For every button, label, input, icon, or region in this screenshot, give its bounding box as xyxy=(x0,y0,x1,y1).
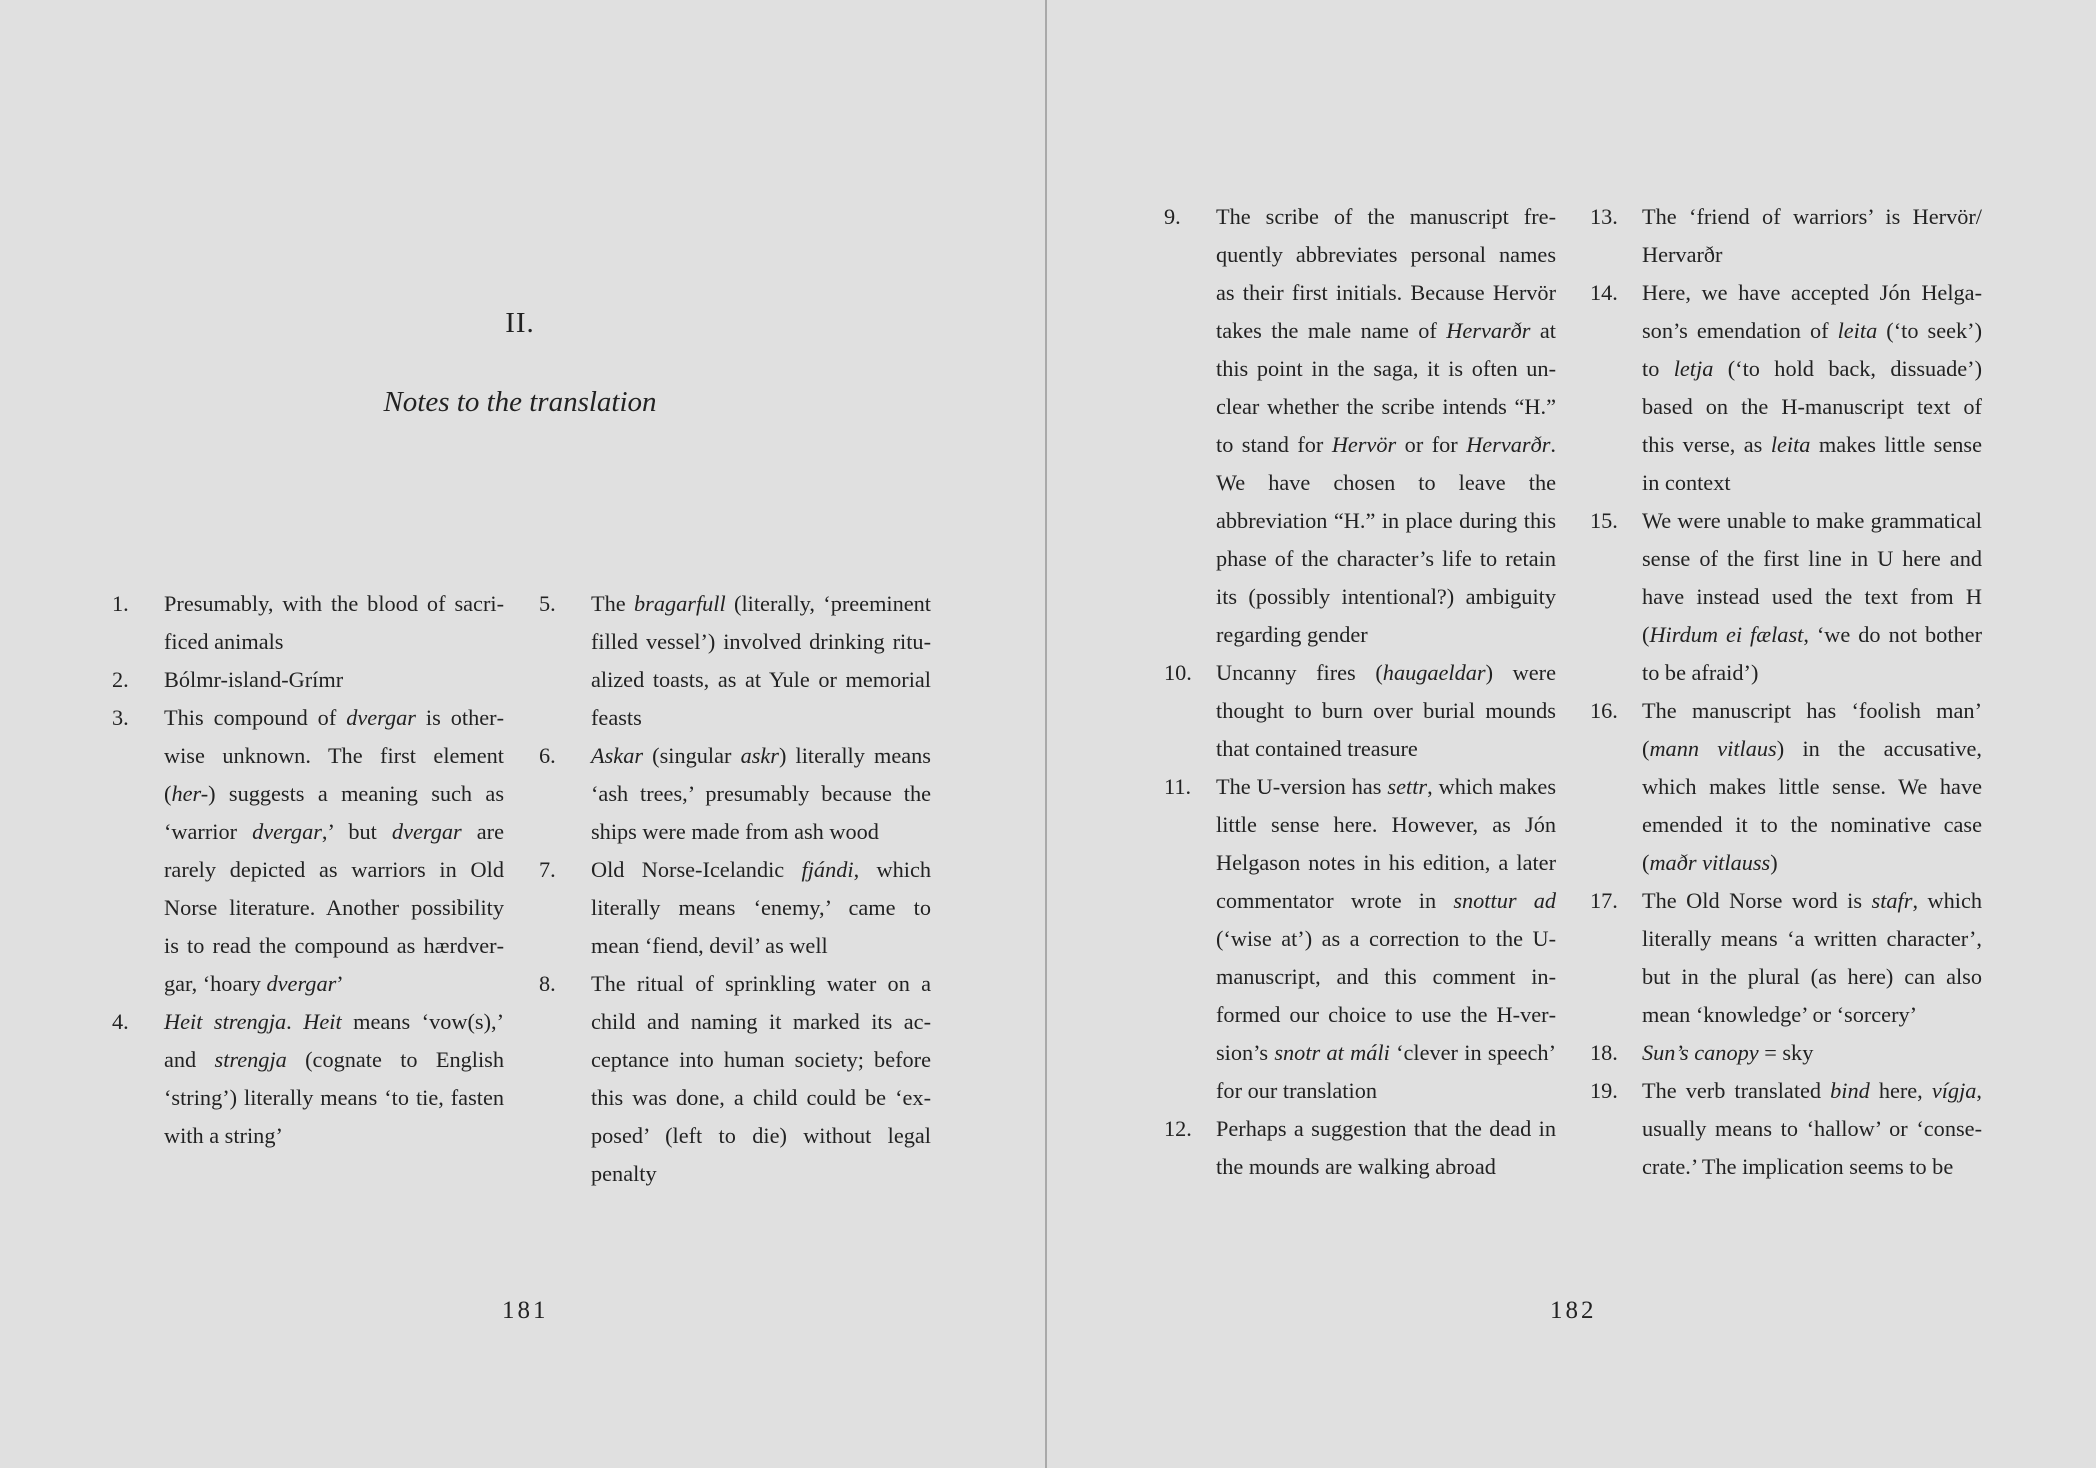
note-text: The scribe of the manuscript frequently abbreviates personal names as their first initials. Because Hervör takes the male name of Hervarðr at this point in the saga, it is often unclear whether the scribe intends “H.” to stand for Hervör or for Hervarðr. We have chosen to leave the abbreviation “H.” in place during this phase of the character’s life to retain its (possibly intentional?) ambiguity regarding gender xyxy=(1216,204,1556,647)
note-item xyxy=(539,585,931,737)
note-number: 8. xyxy=(539,971,556,996)
note-number: 2. xyxy=(112,667,129,692)
note-item xyxy=(1590,1072,1982,1186)
note-item xyxy=(1590,1034,1982,1072)
note-number: 13. xyxy=(1590,204,1618,229)
note-number: 6. xyxy=(539,743,556,768)
note-item xyxy=(1590,692,1982,882)
page-number: 182 xyxy=(1550,1297,1597,1324)
note-text: Perhaps a suggestion that the dead in the mounds are walking abroad xyxy=(1216,1116,1556,1179)
note-item xyxy=(539,965,931,1193)
note-item xyxy=(539,737,931,851)
notes-column-2 xyxy=(1590,198,1982,1186)
note-item xyxy=(1590,882,1982,1034)
note-number: 19. xyxy=(1590,1078,1618,1103)
note-number: 9. xyxy=(1164,204,1181,229)
note-number: 12. xyxy=(1164,1116,1192,1141)
notes-column-1 xyxy=(1164,198,1556,1186)
note-number: 14. xyxy=(1590,280,1618,305)
note-text: The manuscript has ‘foolish man’ (mann vitlaus) in the accusative, which makes little sense. We have emended it to the nominative case (maðr vitlauss) xyxy=(1642,698,1983,875)
note-number: 5. xyxy=(539,591,556,616)
note-item xyxy=(112,1003,504,1155)
note-item xyxy=(1164,1110,1556,1186)
note-item xyxy=(1164,654,1556,768)
note-item xyxy=(1590,198,1982,274)
note-number: 17. xyxy=(1590,888,1618,913)
note-item xyxy=(1590,274,1982,502)
note-item xyxy=(539,851,931,965)
section-title: Notes to the translation xyxy=(383,386,657,418)
note-text: Askar (singular askr) literally means ‘ash trees,’ presumably because the ships were made from ash wood xyxy=(591,743,931,844)
note-number: 16. xyxy=(1590,698,1618,723)
note-number: 11. xyxy=(1164,774,1192,799)
note-text: The ‘friend of warriors’ is Hervör/ Hervarðr xyxy=(1642,204,1982,267)
note-item xyxy=(1590,502,1982,692)
note-text: Sun’s canopy = sky xyxy=(1642,1040,1814,1065)
book-gutter xyxy=(1045,0,1047,1468)
note-text: The ritual of sprinkling water on a child and naming it marked its acceptance into human society; before this was done, a child could be ‘exposed’ (left to die) without legal penalty xyxy=(591,971,931,1186)
notes-column-1 xyxy=(112,585,504,1155)
notes-column-2 xyxy=(539,585,931,1193)
note-text: Heit strengja. Heit means ‘vow(s),’ and strengja (cognate to English ‘string’) literally means ‘to tie, fasten with a string’ xyxy=(164,1009,504,1148)
note-number: 10. xyxy=(1164,660,1192,685)
note-item xyxy=(1164,768,1556,1110)
note-number: 7. xyxy=(539,857,556,882)
note-text: Presumably, with the blood of sacrificed animals xyxy=(164,591,504,654)
note-item xyxy=(1164,198,1556,654)
page-number: 181 xyxy=(502,1297,549,1324)
left-page xyxy=(0,0,1046,1468)
note-text: The Old Norse word is stafr, which literally means ‘a written character’, but in the plural (as here) can also mean ‘knowledge’ or ‘sorcery’ xyxy=(1642,888,1982,1027)
note-item xyxy=(112,661,504,699)
note-text: We were unable to make grammatical sense of the first line in U here and have instead used the text from H (Hirdum ei fælast, ‘we do not bother to be afraid’) xyxy=(1642,508,1982,685)
note-text: Old Norse-Icelandic fjándi, which literally means ‘enemy,’ came to mean ‘fiend, devil’ as well xyxy=(591,857,932,958)
note-number: 3. xyxy=(112,705,129,730)
note-number: 4. xyxy=(112,1009,129,1034)
section-number: II. xyxy=(505,307,535,339)
note-text: The U-version has settr, which makes little sense here. However, as Jón Helgason notes in his edition, a later commentator wrote in snottur ad (‘wise at’) as a correction to the U-manuscript, and this comment informed our choice to use the H-version’s snotr at máli ‘clever in speech’ for our translation xyxy=(1216,774,1557,1103)
note-text: The bragarfull (literally, ‘preeminent filled vessel’) involved drinking ritualized toasts, as at Yule or memorial feasts xyxy=(591,591,931,730)
note-text: This compound of dvergar is otherwise unknown. The first element (her-) suggests a meaning such as ‘warrior dvergar,’ but dvergar are rarely depicted as warriors in Old Norse literature. Another possibility is to read the compound as hærdvergar, ‘hoary dvergar’ xyxy=(164,705,504,996)
right-page xyxy=(1048,0,2096,1468)
note-item xyxy=(112,585,504,661)
note-text: Bólmr-island-Grímr xyxy=(164,667,344,692)
note-text: The verb translated bind here, vígja, usually means to ‘hallow’ or ‘consecrate.’ The implication seems to be xyxy=(1642,1078,1982,1179)
note-number: 18. xyxy=(1590,1040,1618,1065)
note-number: 1. xyxy=(112,591,129,616)
note-item xyxy=(112,699,504,1003)
note-number: 15. xyxy=(1590,508,1618,533)
note-text: Uncanny fires (haugaeldar) were thought to burn over burial mounds that contained treasure xyxy=(1216,660,1556,761)
note-text: Here, we have accepted Jón Helgason’s emendation of leita (‘to seek’) to letja (‘to hold back, dissuade’) based on the H-manuscript text of this verse, as leita makes little sense in context xyxy=(1642,280,1982,495)
